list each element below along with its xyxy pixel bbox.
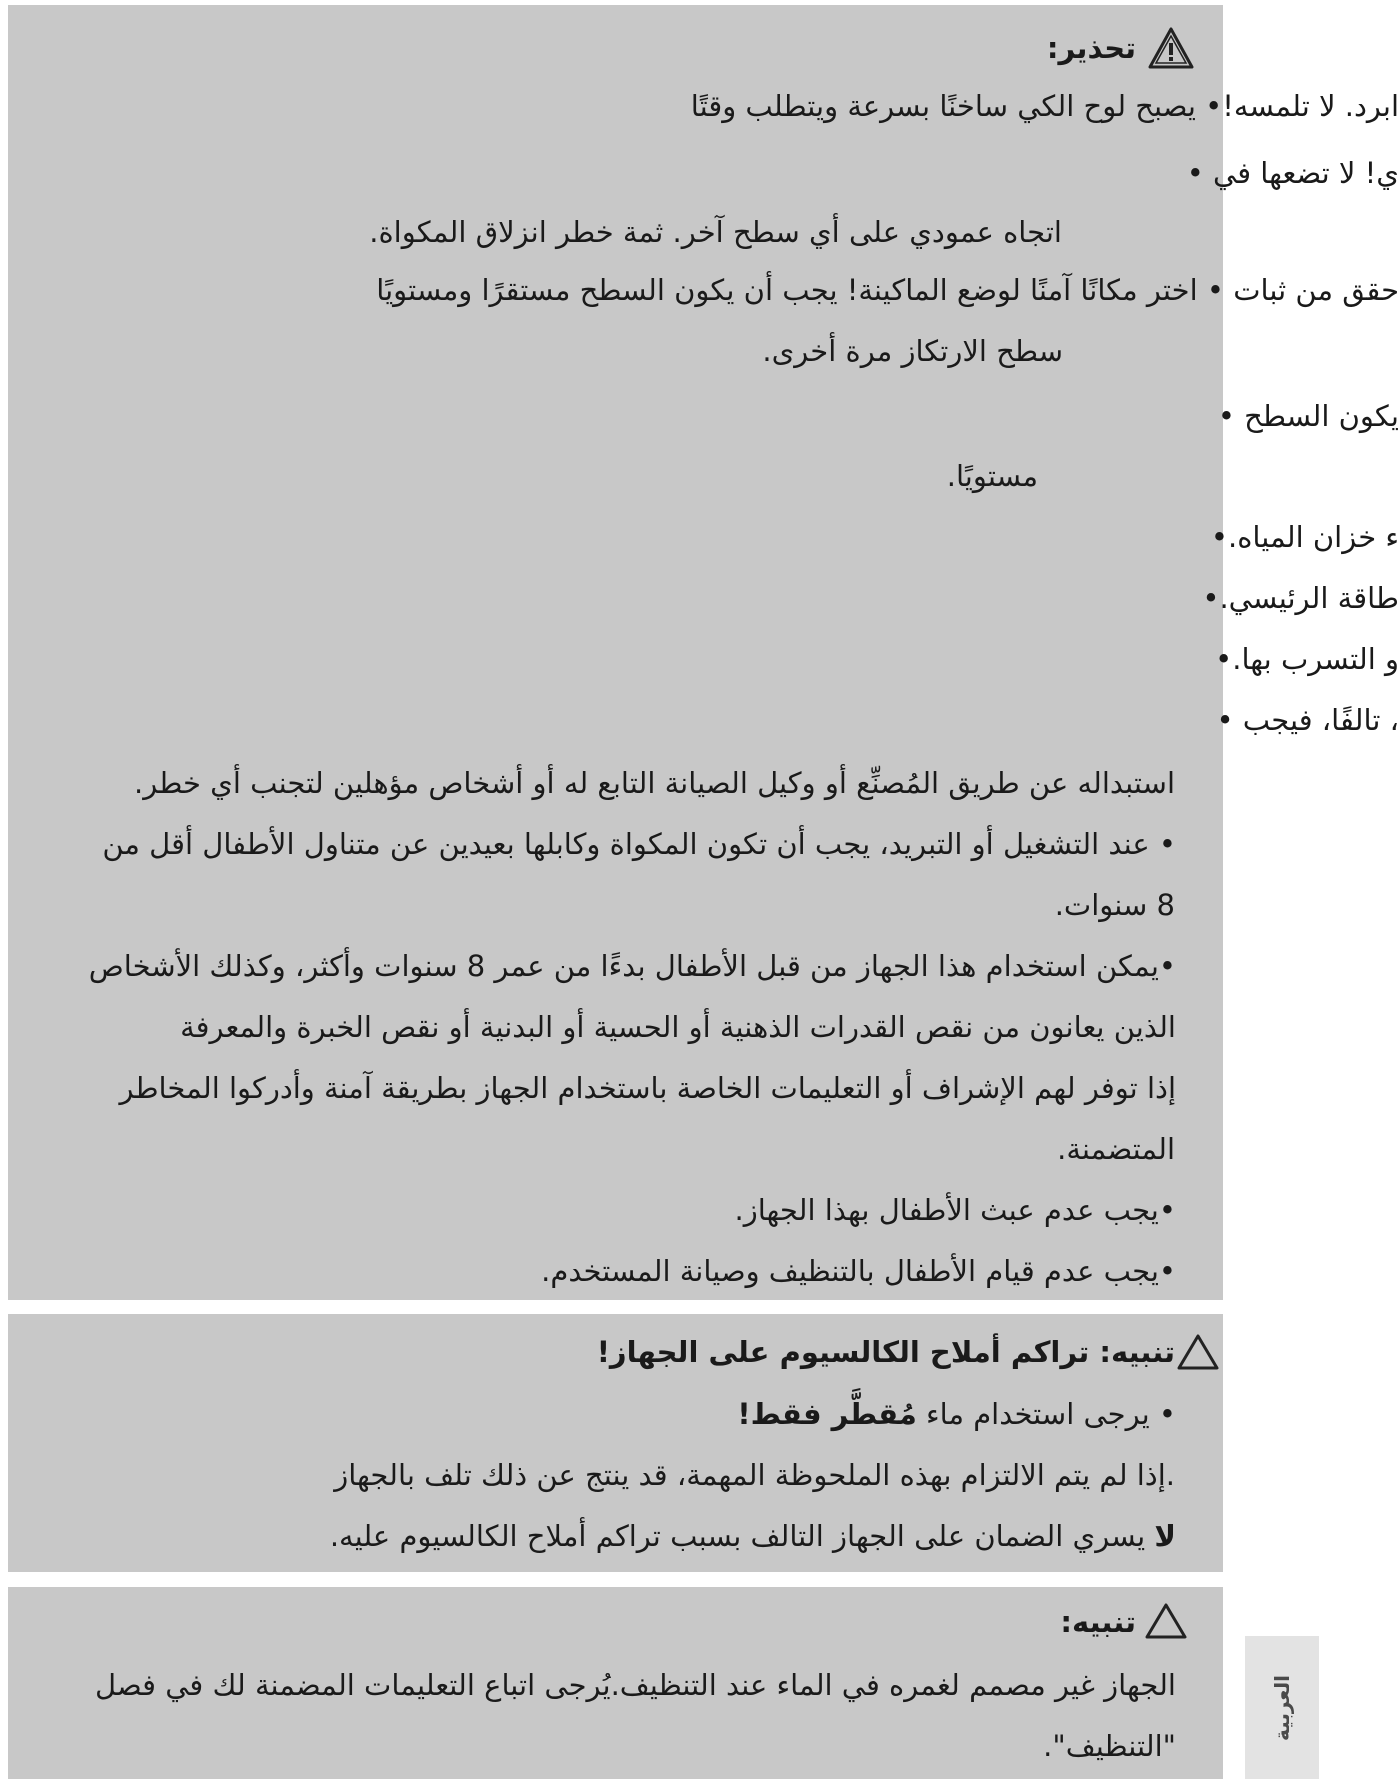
warning-line: •يجب عدم قيام الأطفال بالتنظيف وصيانة المستخدم. <box>541 1254 1176 1288</box>
caution-calcium-bullet-bold: مُقطَّر فقط! <box>737 1397 917 1431</box>
warning-line: اتجاه عمودي على أي سطح آخر. ثمة خطر انزلاق المكواة. <box>369 215 1062 249</box>
caution-calcium-not: لا <box>1154 1519 1176 1553</box>
warning-title: تحذير: <box>1046 31 1136 65</box>
caution-triangle-icon <box>1176 1333 1220 1371</box>
warning-line: 8 سنوات. <box>1054 888 1175 922</box>
warning-line: ي! لا تضعها في • <box>1186 156 1399 190</box>
warning-line: ، تالفًا، فيجب • <box>1216 703 1399 737</box>
warning-line: طاقة الرئيسي.• <box>1202 581 1399 615</box>
warning-line: المتضمنة. <box>1057 1132 1175 1166</box>
warning-line: و التسرب بها.• <box>1215 642 1399 676</box>
warning-line: • عند التشغيل أو التبريد، يجب أن تكون المكواة وكابلها بعيدين عن متناول الأطفال أقل من <box>102 827 1176 861</box>
caution-calcium-line: .إذا لم يتم الالتزام بهذه الملحوظة المهمة، قد ينتج عن ذلك تلف بالجهاز <box>334 1458 1175 1492</box>
warning-line: ء خزان المياه.• <box>1210 520 1399 554</box>
warning-line: يكون السطح • <box>1217 399 1399 433</box>
warning-line: إذا توفر لهم الإشراف أو التعليمات الخاصة باستخدام الجهاز بطريقة آمنة وأدركوا المخاطر <box>119 1071 1176 1105</box>
warning-line: حقق من ثبات • اختر مكانًا آمنًا لوضع الماكينة! يجب أن يكون السطح مستقرًا ومستويًا <box>376 273 1399 307</box>
warning-line: مستويًا. <box>946 459 1038 493</box>
warning-line: •يجب عدم عبث الأطفال بهذا الجهاز. <box>734 1193 1176 1227</box>
caution-cleaning-title: تنبيه: <box>1060 1605 1136 1639</box>
caution-cleaning-line: الجهاز غير مصمم لغمره في الماء عند التنظيف.يُرجى اتباع التعليمات المضمنة لك في فصل <box>95 1668 1176 1702</box>
caution-calcium-title: تنبيه: تراكم أملاح الكالسيوم على الجهاز! <box>596 1335 1175 1369</box>
warning-triangle-icon <box>1147 26 1195 70</box>
warning-line: سطح الارتكاز مرة أخرى. <box>762 334 1063 368</box>
language-tab <box>1245 1636 1319 1779</box>
language-tab-label: العربية <box>1270 1674 1294 1741</box>
warning-line: استبداله عن طريق المُصنِّع أو وكيل الصيانة التابع له أو أشخاص مؤهلين لتجنب أي خطر. <box>134 766 1175 800</box>
warning-line: الذين يعانون من نقص القدرات الذهنية أو الحسية أو البدنية أو نقص الخبرة والمعرفة <box>180 1010 1176 1044</box>
caution-calcium-line <box>737 1393 1176 1435</box>
caution-calcium-text: يسري الضمان على الجهاز التالف بسبب تراكم أملاح الكالسيوم عليه. <box>329 1519 1155 1553</box>
caution-calcium-line <box>330 1515 1176 1557</box>
caution-triangle-icon <box>1144 1602 1188 1640</box>
warning-line: ابرد. لا تلمسه!• يصبح لوح الكي ساخنًا بسرعة ويتطلب وقتًا <box>690 89 1399 123</box>
warning-line: •يمكن استخدام هذا الجهاز من قبل الأطفال بدءًا من عمر 8 سنوات وأكثر، وكذلك الأشخاص <box>88 949 1176 983</box>
caution-cleaning-line: "التنظيف". <box>1043 1729 1176 1763</box>
caution-calcium-bullet-text: • يرجى استخدام ماء <box>916 1397 1176 1431</box>
